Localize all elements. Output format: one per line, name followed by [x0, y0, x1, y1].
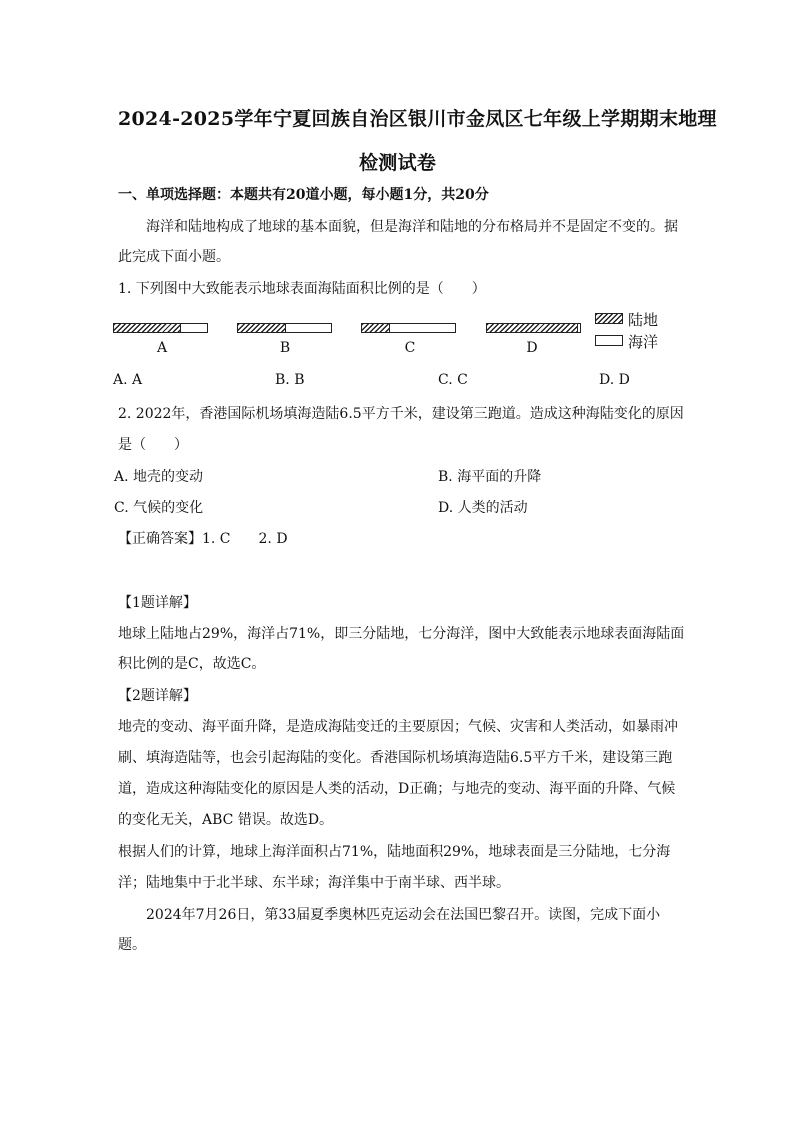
answer-line — [118, 528, 288, 548]
detail-1-line: 积比例的是C，故选C。 — [118, 656, 266, 672]
section-heading: 一、单项选择题：本题共有20道小题，每小题1分，共20分 — [118, 187, 489, 203]
bar-a-label: A — [156, 340, 168, 356]
bar-c-land — [362, 324, 390, 332]
q1-option-a[interactable]: A. A — [113, 372, 143, 388]
legend-land-swatch — [595, 313, 623, 324]
detail-2-line: 的变化无关，ABC 错误。故选D。 — [118, 812, 334, 828]
bar-c-label: C — [404, 340, 416, 356]
bar-a-land — [114, 324, 181, 332]
detail-2-heading: 【2题详解】 — [118, 688, 197, 704]
bar-c — [361, 323, 456, 333]
detail-2-line: 根据人们的计算，地球上海洋面积占71%，陆地面积29%，地球表面是三分陆地，七分海 — [118, 844, 671, 860]
question-2-stem-cont: 是（ ） — [118, 437, 188, 453]
passage-line: 海洋和陆地构成了地球的基本面貌，但是海洋和陆地的分布格局并不是固定不变的。据 — [146, 219, 678, 235]
bar-b-land — [238, 324, 286, 332]
bar-d-label: D — [526, 340, 538, 356]
detail-2-line: 道，造成这种海陆变化的原因是人类的活动，D正确；与地壳的变动、海平面的升降、气候 — [118, 781, 676, 797]
bar-b-label: B — [279, 340, 291, 356]
answer-label: 【正确答案】 — [118, 531, 202, 547]
bar-d — [486, 323, 581, 333]
q2-option-c[interactable]: C. 气候的变化 — [114, 500, 204, 516]
bar-a — [113, 323, 208, 333]
q2-option-d[interactable]: D. 人类的活动 — [438, 500, 528, 516]
detail-2-line: 刷、填海造陆等，也会引起海陆的变化。香港国际机场填海造陆6.5平方千米，建设第三跑 — [118, 750, 673, 766]
passage-line: 此完成下面小题。 — [118, 249, 230, 265]
legend-ocean-label: 海洋 — [628, 333, 659, 351]
q1-option-c[interactable]: C. C — [438, 372, 468, 388]
bar-d-land — [487, 324, 578, 332]
detail-2-line: 洋；陆地集中于北半球、东半球；海洋集中于南半球、西半球。 — [118, 875, 510, 891]
detail-1-heading: 【1题详解】 — [118, 595, 197, 611]
legend-land-label: 陆地 — [628, 311, 659, 329]
q1-option-d[interactable]: D. D — [599, 372, 630, 388]
passage-2-line: 2024年7月26日，第33届夏季奥林匹克运动会在法国巴黎召开。读图，完成下面小 — [146, 907, 661, 923]
page-title-line2: 检测试卷 — [359, 152, 437, 174]
legend-ocean-swatch — [595, 335, 623, 346]
detail-1-line: 地球上陆地占29%，海洋占71%，即三分陆地，七分海洋，图中大致能表示地球表面海陆面 — [118, 626, 685, 642]
answer-value: 1. C 2. D — [202, 531, 288, 547]
page-title-line1: 2024-2025学年宁夏回族自治区银川市金凤区七年级上学期期末地理 — [118, 108, 717, 130]
question-2-stem: 2. 2022年，香港国际机场填海造陆6.5平方千米，建设第三跑道。造成这种海陆变化的原因 — [118, 406, 684, 422]
q1-option-b[interactable]: B. B — [275, 372, 305, 388]
q2-option-b[interactable]: B. 海平面的升降 — [438, 469, 542, 485]
passage-2-line: 题。 — [118, 937, 146, 953]
q2-option-a[interactable]: A. 地壳的变动 — [114, 469, 204, 485]
question-1-stem: 1. 下列图中大致能表示地球表面海陆面积比例的是（ ） — [118, 281, 486, 297]
bar-b — [237, 323, 332, 333]
detail-2-line: 地壳的变动、海平面升降，是造成海陆变迁的主要原因；气候、灾害和人类活动，如暴雨冲 — [118, 719, 678, 735]
